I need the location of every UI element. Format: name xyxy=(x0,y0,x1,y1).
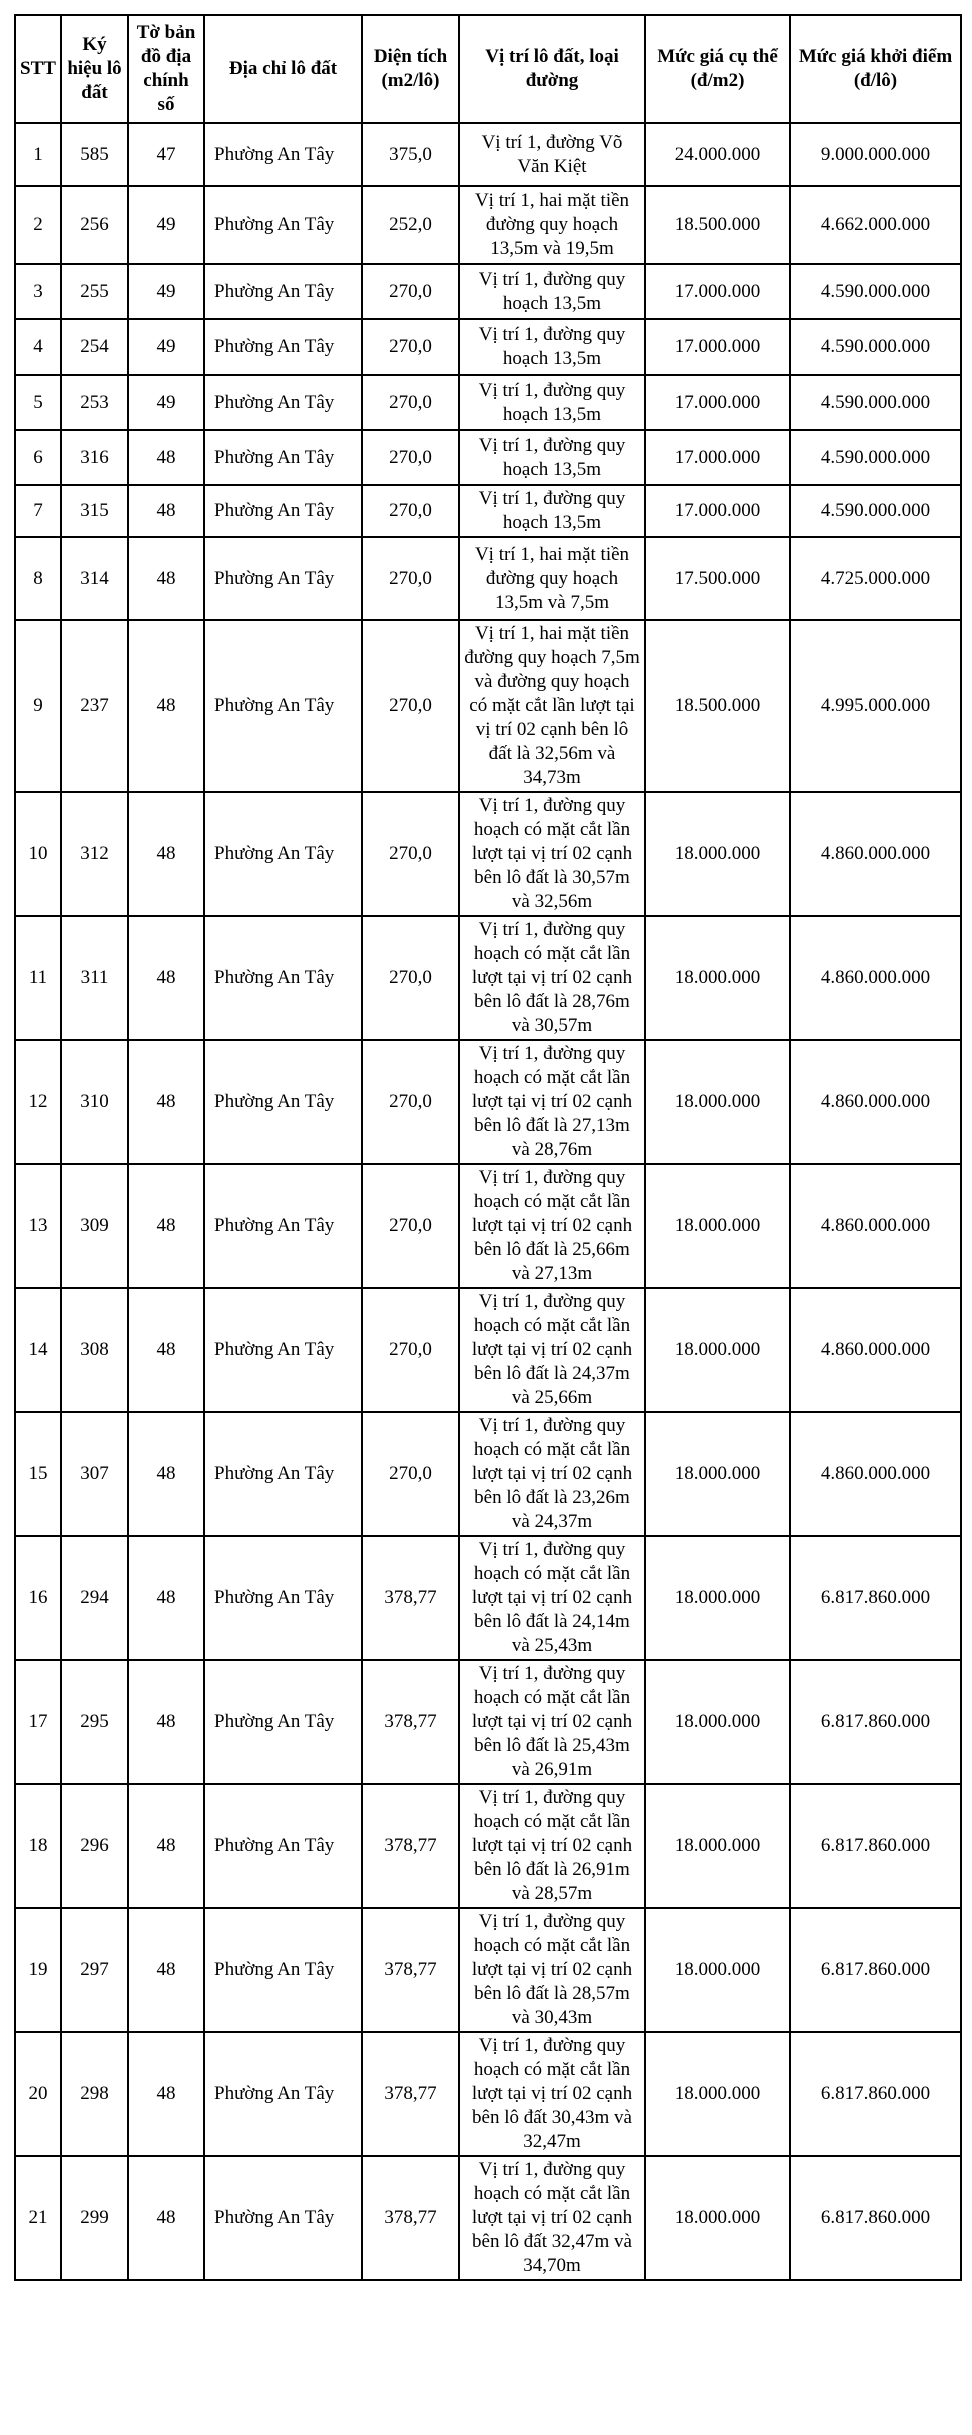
cell-lot-code: 314 xyxy=(61,537,128,620)
cell-area: 378,77 xyxy=(362,1660,459,1784)
cell-stt: 6 xyxy=(15,430,61,485)
cell-map-sheet: 47 xyxy=(128,123,204,186)
cell-position: Vị trí 1, đường quy hoạch có mặt cắt lần lượt tại vị trí 02 cạnh bên lô đất 32,47m và 34,70m xyxy=(459,2156,645,2280)
cell-address: Phường An Tây xyxy=(204,2032,362,2156)
cell-stt: 13 xyxy=(15,1164,61,1288)
cell-starting-price: 6.817.860.000 xyxy=(790,2156,961,2280)
cell-starting-price: 4.860.000.000 xyxy=(790,1288,961,1412)
cell-address: Phường An Tây xyxy=(204,1536,362,1660)
cell-position: Vị trí 1, hai mặt tiền đường quy hoạch 13,5m và 7,5m xyxy=(459,537,645,620)
cell-area: 270,0 xyxy=(362,264,459,319)
cell-stt: 1 xyxy=(15,123,61,186)
cell-lot-code: 297 xyxy=(61,1908,128,2032)
cell-stt: 16 xyxy=(15,1536,61,1660)
cell-unit-price: 17.000.000 xyxy=(645,375,790,430)
cell-area: 270,0 xyxy=(362,1288,459,1412)
cell-position: Vị trí 1, đường quy hoạch có mặt cắt lần lượt tại vị trí 02 cạnh bên lô đất là 26,91m và 28,57m xyxy=(459,1784,645,1908)
cell-position: Vị trí 1, đường quy hoạch 13,5m xyxy=(459,264,645,319)
cell-unit-price: 17.000.000 xyxy=(645,430,790,485)
header-address: Địa chỉ lô đất xyxy=(204,15,362,123)
cell-map-sheet: 48 xyxy=(128,1040,204,1164)
cell-position: Vị trí 1, đường quy hoạch có mặt cắt lần lượt tại vị trí 02 cạnh bên lô đất là 30,57m và 32,56m xyxy=(459,792,645,916)
cell-map-sheet: 48 xyxy=(128,1164,204,1288)
cell-lot-code: 294 xyxy=(61,1536,128,1660)
cell-lot-code: 298 xyxy=(61,2032,128,2156)
cell-stt: 14 xyxy=(15,1288,61,1412)
cell-position: Vị trí 1, đường quy hoạch có mặt cắt lần lượt tại vị trí 02 cạnh bên lô đất là 24,14m và 25,43m xyxy=(459,1536,645,1660)
cell-area: 270,0 xyxy=(362,1412,459,1536)
cell-map-sheet: 49 xyxy=(128,186,204,264)
cell-address: Phường An Tây xyxy=(204,916,362,1040)
cell-map-sheet: 49 xyxy=(128,264,204,319)
cell-starting-price: 4.860.000.000 xyxy=(790,792,961,916)
table-row xyxy=(15,620,961,792)
cell-starting-price: 4.590.000.000 xyxy=(790,264,961,319)
cell-starting-price: 4.860.000.000 xyxy=(790,1040,961,1164)
cell-starting-price: 4.860.000.000 xyxy=(790,1164,961,1288)
cell-stt: 10 xyxy=(15,792,61,916)
land-lot-table xyxy=(14,14,962,2281)
header-position: Vị trí lô đất, loại đường xyxy=(459,15,645,123)
header-map-sheet: Tờ bản đồ địa chính số xyxy=(128,15,204,123)
cell-unit-price: 18.000.000 xyxy=(645,1288,790,1412)
cell-lot-code: 311 xyxy=(61,916,128,1040)
cell-unit-price: 17.000.000 xyxy=(645,319,790,375)
table-row xyxy=(15,319,961,375)
cell-lot-code: 312 xyxy=(61,792,128,916)
cell-map-sheet: 49 xyxy=(128,375,204,430)
cell-unit-price: 18.000.000 xyxy=(645,792,790,916)
cell-map-sheet: 48 xyxy=(128,1784,204,1908)
cell-stt: 21 xyxy=(15,2156,61,2280)
cell-map-sheet: 48 xyxy=(128,2156,204,2280)
cell-unit-price: 17.000.000 xyxy=(645,485,790,537)
cell-position: Vị trí 1, đường quy hoạch 13,5m xyxy=(459,485,645,537)
cell-position: Vị trí 1, đường quy hoạch có mặt cắt lần lượt tại vị trí 02 cạnh bên lô đất là 28,76m và 30,57m xyxy=(459,916,645,1040)
cell-starting-price: 6.817.860.000 xyxy=(790,1908,961,2032)
cell-position: Vị trí 1, đường quy hoạch 13,5m xyxy=(459,319,645,375)
table-row xyxy=(15,430,961,485)
cell-address: Phường An Tây xyxy=(204,537,362,620)
cell-area: 270,0 xyxy=(362,375,459,430)
cell-unit-price: 18.000.000 xyxy=(645,1784,790,1908)
cell-starting-price: 6.817.860.000 xyxy=(790,1536,961,1660)
cell-area: 270,0 xyxy=(362,430,459,485)
cell-unit-price: 18.000.000 xyxy=(645,916,790,1040)
cell-map-sheet: 48 xyxy=(128,1660,204,1784)
cell-unit-price: 18.000.000 xyxy=(645,1040,790,1164)
cell-starting-price: 4.590.000.000 xyxy=(790,430,961,485)
cell-map-sheet: 48 xyxy=(128,2032,204,2156)
header-lot-code: Ký hiệu lô đất xyxy=(61,15,128,123)
cell-map-sheet: 48 xyxy=(128,1536,204,1660)
table-row xyxy=(15,2032,961,2156)
cell-address: Phường An Tây xyxy=(204,375,362,430)
cell-position: Vị trí 1, đường quy hoạch 13,5m xyxy=(459,430,645,485)
cell-lot-code: 315 xyxy=(61,485,128,537)
cell-starting-price: 6.817.860.000 xyxy=(790,2032,961,2156)
cell-unit-price: 18.000.000 xyxy=(645,1164,790,1288)
cell-address: Phường An Tây xyxy=(204,319,362,375)
cell-stt: 19 xyxy=(15,1908,61,2032)
cell-area: 270,0 xyxy=(362,792,459,916)
cell-position: Vị trí 1, đường quy hoạch có mặt cắt lần lượt tại vị trí 02 cạnh bên lô đất là 25,66m và 27,13m xyxy=(459,1164,645,1288)
cell-address: Phường An Tây xyxy=(204,792,362,916)
cell-area: 252,0 xyxy=(362,186,459,264)
cell-unit-price: 18.500.000 xyxy=(645,620,790,792)
cell-area: 378,77 xyxy=(362,1908,459,2032)
header-unit-price: Mức giá cụ thể (đ/m2) xyxy=(645,15,790,123)
cell-stt: 3 xyxy=(15,264,61,319)
cell-starting-price: 4.662.000.000 xyxy=(790,186,961,264)
cell-map-sheet: 48 xyxy=(128,792,204,916)
cell-area: 270,0 xyxy=(362,537,459,620)
cell-address: Phường An Tây xyxy=(204,1660,362,1784)
cell-address: Phường An Tây xyxy=(204,1164,362,1288)
table-row xyxy=(15,537,961,620)
cell-starting-price: 4.590.000.000 xyxy=(790,319,961,375)
cell-address: Phường An Tây xyxy=(204,1040,362,1164)
table-row xyxy=(15,1660,961,1784)
cell-stt: 20 xyxy=(15,2032,61,2156)
cell-stt: 12 xyxy=(15,1040,61,1164)
table-row xyxy=(15,123,961,186)
cell-position: Vị trí 1, đường quy hoạch có mặt cắt lần lượt tại vị trí 02 cạnh bên lô đất là 24,37m và 25,66m xyxy=(459,1288,645,1412)
cell-starting-price: 4.590.000.000 xyxy=(790,375,961,430)
cell-lot-code: 307 xyxy=(61,1412,128,1536)
cell-area: 270,0 xyxy=(362,1164,459,1288)
cell-address: Phường An Tây xyxy=(204,1784,362,1908)
cell-area: 270,0 xyxy=(362,1040,459,1164)
cell-starting-price: 6.817.860.000 xyxy=(790,1660,961,1784)
table-row xyxy=(15,1536,961,1660)
cell-lot-code: 585 xyxy=(61,123,128,186)
cell-stt: 11 xyxy=(15,916,61,1040)
cell-lot-code: 299 xyxy=(61,2156,128,2280)
cell-stt: 8 xyxy=(15,537,61,620)
cell-area: 270,0 xyxy=(362,485,459,537)
cell-stt: 9 xyxy=(15,620,61,792)
cell-area: 270,0 xyxy=(362,620,459,792)
cell-unit-price: 18.000.000 xyxy=(645,1412,790,1536)
cell-unit-price: 17.000.000 xyxy=(645,264,790,319)
cell-area: 378,77 xyxy=(362,1784,459,1908)
cell-lot-code: 255 xyxy=(61,264,128,319)
cell-address: Phường An Tây xyxy=(204,264,362,319)
cell-stt: 5 xyxy=(15,375,61,430)
cell-lot-code: 253 xyxy=(61,375,128,430)
table-row xyxy=(15,1412,961,1536)
cell-area: 270,0 xyxy=(362,319,459,375)
cell-map-sheet: 49 xyxy=(128,319,204,375)
cell-starting-price: 4.725.000.000 xyxy=(790,537,961,620)
header-area: Diện tích (m2/lô) xyxy=(362,15,459,123)
cell-unit-price: 18.000.000 xyxy=(645,2156,790,2280)
header-row xyxy=(15,15,961,123)
cell-starting-price: 4.860.000.000 xyxy=(790,1412,961,1536)
table-row xyxy=(15,1908,961,2032)
cell-position: Vị trí 1, đường quy hoạch có mặt cắt lần lượt tại vị trí 02 cạnh bên lô đất là 27,13m và 28,76m xyxy=(459,1040,645,1164)
cell-area: 375,0 xyxy=(362,123,459,186)
table-row xyxy=(15,485,961,537)
cell-lot-code: 254 xyxy=(61,319,128,375)
cell-stt: 2 xyxy=(15,186,61,264)
cell-map-sheet: 48 xyxy=(128,1412,204,1536)
cell-position: Vị trí 1, đường quy hoạch có mặt cắt lần lượt tại vị trí 02 cạnh bên lô đất là 25,43m và 26,91m xyxy=(459,1660,645,1784)
cell-area: 378,77 xyxy=(362,1536,459,1660)
cell-position: Vị trí 1, đường quy hoạch có mặt cắt lần lượt tại vị trí 02 cạnh bên lô đất là 28,57m và 30,43m xyxy=(459,1908,645,2032)
cell-lot-code: 308 xyxy=(61,1288,128,1412)
cell-stt: 15 xyxy=(15,1412,61,1536)
cell-lot-code: 310 xyxy=(61,1040,128,1164)
cell-address: Phường An Tây xyxy=(204,1412,362,1536)
cell-stt: 4 xyxy=(15,319,61,375)
cell-stt: 7 xyxy=(15,485,61,537)
table-row xyxy=(15,1164,961,1288)
table-row xyxy=(15,186,961,264)
cell-position: Vị trí 1, hai mặt tiền đường quy hoạch 7,5m và đường quy hoạch có mặt cắt lần lượt tại vị trí 02 cạnh bên lô đất là 32,56m và 34,73m xyxy=(459,620,645,792)
cell-address: Phường An Tây xyxy=(204,123,362,186)
cell-map-sheet: 48 xyxy=(128,1908,204,2032)
table-row xyxy=(15,792,961,916)
cell-area: 270,0 xyxy=(362,916,459,1040)
cell-lot-code: 309 xyxy=(61,1164,128,1288)
cell-unit-price: 18.000.000 xyxy=(645,1908,790,2032)
cell-starting-price: 4.590.000.000 xyxy=(790,485,961,537)
table-row xyxy=(15,1040,961,1164)
cell-lot-code: 316 xyxy=(61,430,128,485)
cell-starting-price: 4.860.000.000 xyxy=(790,916,961,1040)
cell-address: Phường An Tây xyxy=(204,620,362,792)
table-row xyxy=(15,2156,961,2280)
cell-area: 378,77 xyxy=(362,2032,459,2156)
table-row xyxy=(15,1288,961,1412)
cell-lot-code: 296 xyxy=(61,1784,128,1908)
cell-map-sheet: 48 xyxy=(128,430,204,485)
cell-address: Phường An Tây xyxy=(204,1908,362,2032)
cell-stt: 18 xyxy=(15,1784,61,1908)
cell-starting-price: 4.995.000.000 xyxy=(790,620,961,792)
cell-address: Phường An Tây xyxy=(204,430,362,485)
table-row xyxy=(15,1784,961,1908)
cell-unit-price: 18.000.000 xyxy=(645,2032,790,2156)
cell-position: Vị trí 1, đường quy hoạch có mặt cắt lần lượt tại vị trí 02 cạnh bên lô đất 30,43m và 32,47m xyxy=(459,2032,645,2156)
header-starting-price: Mức giá khởi điểm (đ/lô) xyxy=(790,15,961,123)
cell-map-sheet: 48 xyxy=(128,537,204,620)
table-row xyxy=(15,916,961,1040)
cell-map-sheet: 48 xyxy=(128,1288,204,1412)
cell-lot-code: 295 xyxy=(61,1660,128,1784)
cell-unit-price: 24.000.000 xyxy=(645,123,790,186)
cell-starting-price: 9.000.000.000 xyxy=(790,123,961,186)
table-row xyxy=(15,375,961,430)
cell-area: 378,77 xyxy=(362,2156,459,2280)
cell-address: Phường An Tây xyxy=(204,1288,362,1412)
header-stt: STT xyxy=(15,15,61,123)
cell-address: Phường An Tây xyxy=(204,485,362,537)
cell-stt: 17 xyxy=(15,1660,61,1784)
cell-address: Phường An Tây xyxy=(204,2156,362,2280)
cell-map-sheet: 48 xyxy=(128,485,204,537)
cell-position: Vị trí 1, đường Võ Văn Kiệt xyxy=(459,123,645,186)
cell-position: Vị trí 1, hai mặt tiền đường quy hoạch 13,5m và 19,5m xyxy=(459,186,645,264)
cell-address: Phường An Tây xyxy=(204,186,362,264)
cell-position: Vị trí 1, đường quy hoạch có mặt cắt lần lượt tại vị trí 02 cạnh bên lô đất là 23,26m và 24,37m xyxy=(459,1412,645,1536)
cell-unit-price: 17.500.000 xyxy=(645,537,790,620)
cell-unit-price: 18.000.000 xyxy=(645,1660,790,1784)
cell-lot-code: 237 xyxy=(61,620,128,792)
cell-map-sheet: 48 xyxy=(128,916,204,1040)
cell-map-sheet: 48 xyxy=(128,620,204,792)
cell-lot-code: 256 xyxy=(61,186,128,264)
cell-starting-price: 6.817.860.000 xyxy=(790,1784,961,1908)
cell-unit-price: 18.000.000 xyxy=(645,1536,790,1660)
cell-unit-price: 18.500.000 xyxy=(645,186,790,264)
cell-position: Vị trí 1, đường quy hoạch 13,5m xyxy=(459,375,645,430)
table-row xyxy=(15,264,961,319)
